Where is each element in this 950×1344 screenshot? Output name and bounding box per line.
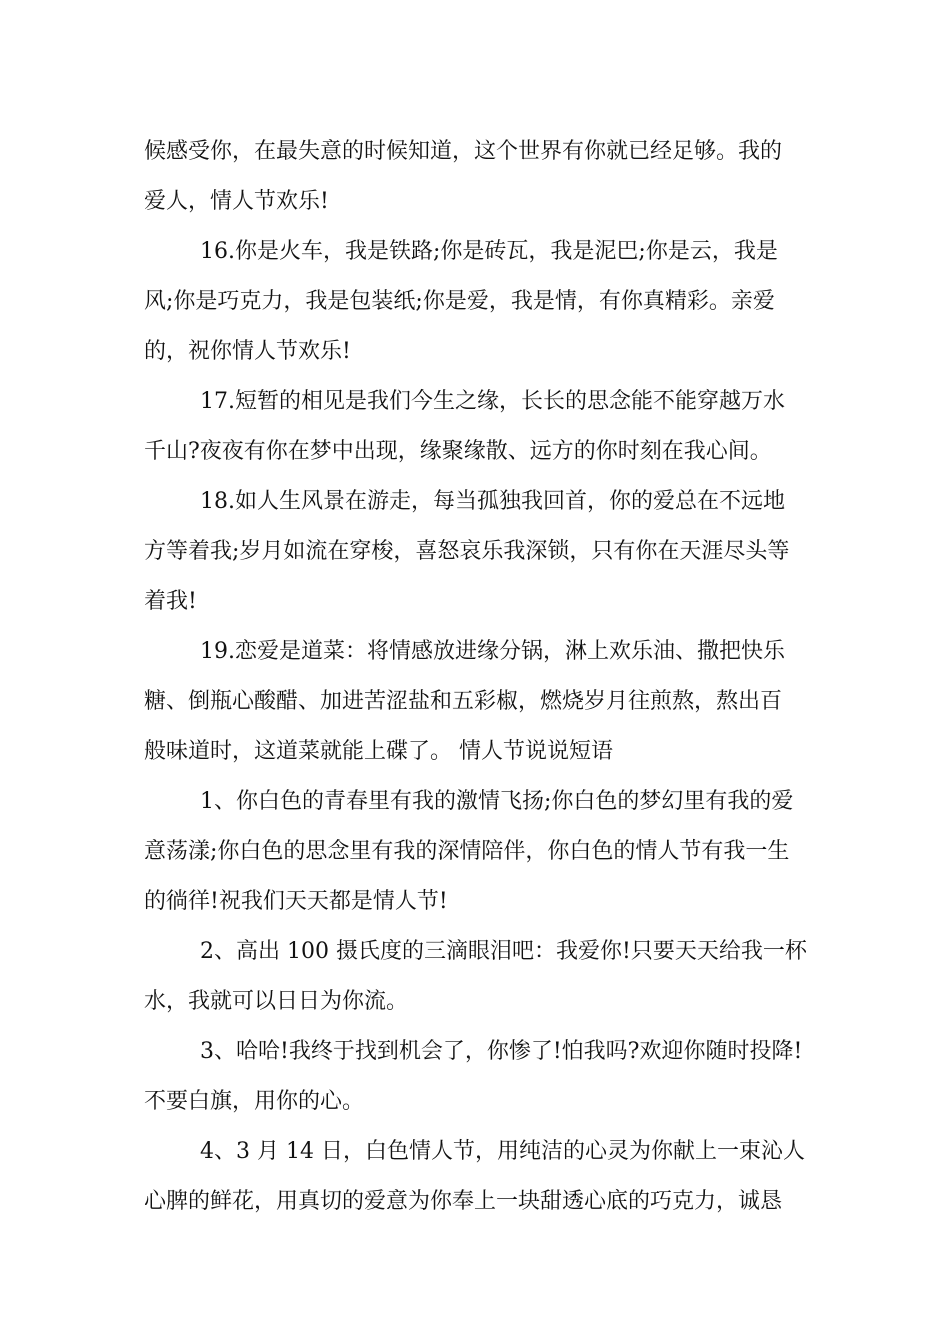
text-line: 的徜徉!祝我们天天都是情人节!	[144, 889, 448, 914]
text-line: 候感受你，在最失意的时候知道，这个世界有你就已经足够。我的	[144, 139, 783, 164]
text-line: 不要白旗，用你的心。	[144, 1089, 365, 1114]
text-line: 水，我就可以日日为你流。	[144, 989, 409, 1014]
paragraph-2-line: 2、高出 100 摄氏度的三滴眼泪吧：我爱你!只要天天给我一杯	[200, 939, 807, 964]
paragraph-3-line: 3、哈哈!我终于找到机会了，你惨了!怕我吗?欢迎你随时投降!	[200, 1039, 803, 1064]
text-line: 风;你是巧克力，我是包装纸;你是爱，我是情，有你真精彩。亲爱	[144, 289, 775, 314]
paragraph-16-line: 16.你是火车，我是铁路;你是砖瓦，我是泥巴;你是云，我是	[200, 239, 778, 264]
text-line: 的，祝你情人节欢乐!	[144, 339, 351, 364]
paragraph-19-line: 19.恋爱是道菜：将情感放进缘分锅，淋上欢乐油、撒把快乐	[200, 639, 785, 664]
text-line: 般味道时，这道菜就能上碟了。 情人节说说短语	[144, 739, 613, 764]
paragraph-17-line: 17.短暂的相见是我们今生之缘，长长的思念能不能穿越万水	[200, 389, 785, 414]
text-line: 爱人，情人节欢乐!	[144, 189, 329, 214]
paragraph-18-line: 18.如人生风景在游走，每当孤独我回首，你的爱总在不远地	[200, 489, 785, 514]
text-line: 糖、倒瓶心酸醋、加进苦涩盐和五彩椒，燃烧岁月往煎熬，熬出百	[144, 689, 783, 714]
text-line: 方等着我;岁月如流在穿梭，喜怒哀乐我深锁，只有你在天涯尽头等	[144, 539, 790, 564]
text-line: 千山?夜夜有你在梦中出现，缘聚缘散、远方的你时刻在我心间。	[144, 439, 772, 464]
text-line: 意荡漾;你白色的思念里有我的深情陪伴，你白色的情人节有我一生	[144, 839, 790, 864]
text-line: 心脾的鲜花，用真切的爱意为你奉上一块甜透心底的巧克力，诚恳	[144, 1189, 783, 1214]
paragraph-1-line: 1、你白色的青春里有我的激情飞扬;你白色的梦幻里有我的爱	[200, 789, 794, 814]
text-line: 着我!	[144, 589, 197, 614]
paragraph-4-line: 4、3 月 14 日，白色情人节，用纯洁的心灵为你献上一束沁人	[200, 1139, 805, 1164]
